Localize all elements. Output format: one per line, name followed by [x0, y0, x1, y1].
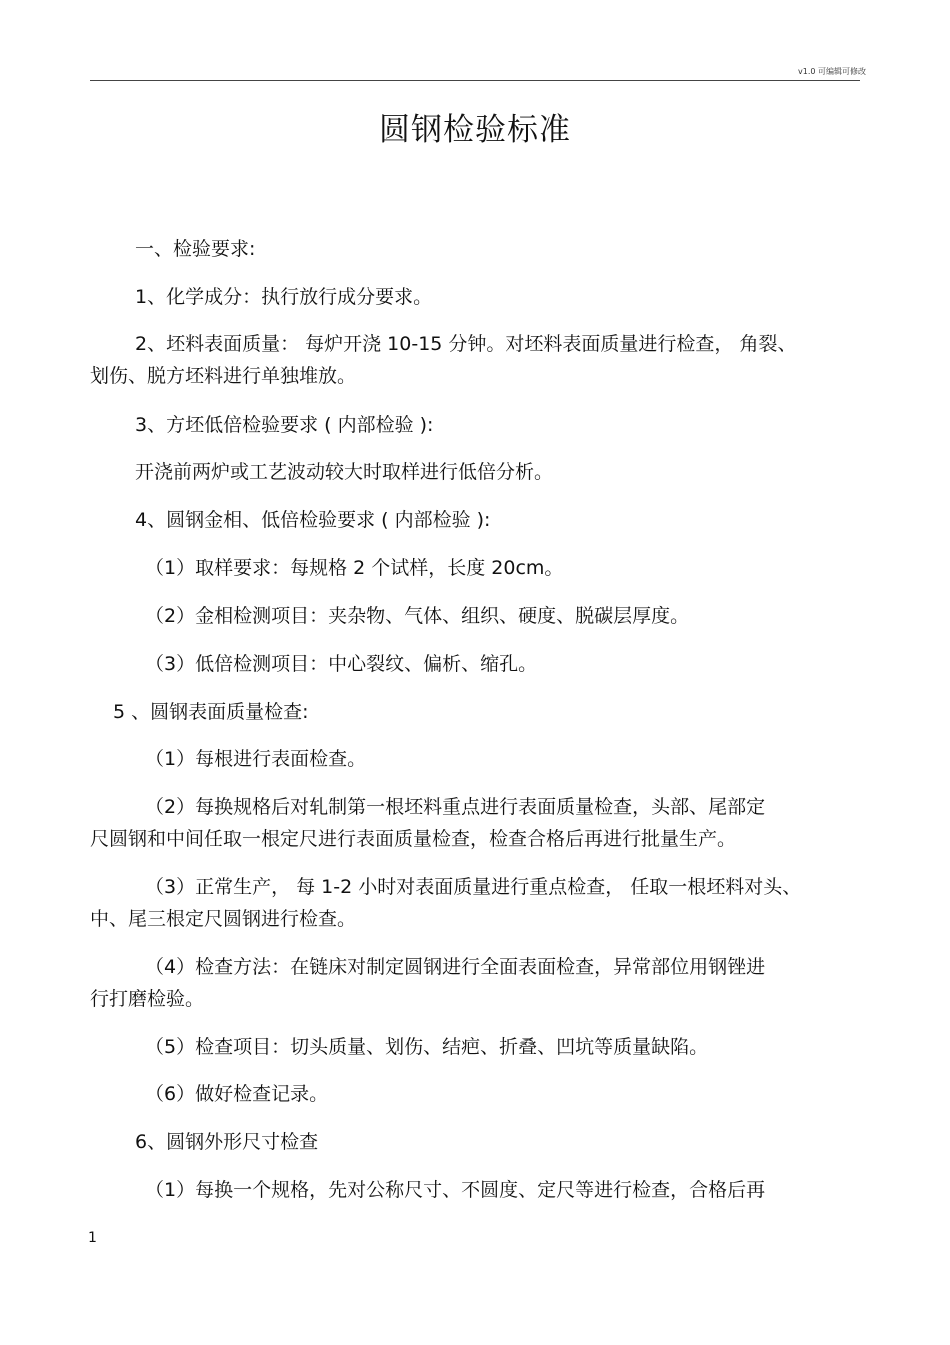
- list-item: （2）金相检测项目：夹杂物、气体、组织、硬度、脱碳层厚度。: [145, 605, 690, 627]
- page-number: 1: [88, 1230, 97, 1246]
- paragraph-line: 尺圆钢和中间任取一根定尺进行表面质量检查，检查合格后再进行批量生产。: [90, 828, 737, 850]
- header-version-note: v1.0 可编辑可修改: [798, 67, 866, 76]
- section-heading: 一、检验要求:: [135, 238, 256, 260]
- paragraph-line: 6、圆钢外形尺寸检查: [135, 1131, 319, 1153]
- paragraph-line: 1、化学成分：执行放行成分要求。: [135, 286, 433, 308]
- paragraph-line: 开浇前两炉或工艺波动较大时取样进行低倍分析。: [135, 461, 554, 483]
- header-divider: [90, 80, 860, 81]
- list-item: （6）做好检查记录。: [145, 1083, 329, 1105]
- list-item: （3）低倍检测项目：中心裂纹、偏析、缩孔。: [145, 653, 538, 675]
- list-item: （1）每根进行表面检查。: [145, 748, 367, 770]
- document-title: 圆钢检验标准: [379, 112, 571, 148]
- paragraph-line: 划伤、脱方坯料进行单独堆放。: [90, 365, 357, 387]
- list-item: （5）检查项目：切头质量、划伤、结疤、折叠、凹坑等质量缺陷。: [145, 1036, 709, 1058]
- paragraph-line: 3、方坯低倍检验要求 ( 内部检验 ):: [135, 414, 434, 436]
- paragraph-line: 行打磨检验。: [90, 988, 205, 1010]
- list-item: （1）每换一个规格，先对公称尺寸、不圆度、定尺等进行检查，合格后再: [145, 1179, 766, 1201]
- paragraph-line: 4、圆钢金相、低倍检验要求 ( 内部检验 ):: [135, 509, 491, 531]
- paragraph-line: 2、坯料表面质量： 每炉开浇 10-15 分钟。对坯料表面质量进行检查， 角裂、: [135, 333, 797, 355]
- paragraph-line: 中、尾三根定尺圆钢进行检查。: [90, 908, 357, 930]
- list-item: （1）取样要求：每规格 2 个试样，长度 20cm。: [145, 557, 564, 579]
- list-item: （3）正常生产， 每 1-2 小时对表面质量进行重点检查， 任取一根坯料对头、: [145, 876, 802, 898]
- paragraph-line: 5 、圆钢表面质量检查:: [113, 701, 309, 723]
- list-item: （4）检查方法：在链床对制定圆钢进行全面表面检查，异常部位用钢锉进: [145, 956, 766, 978]
- list-item: （2）每换规格后对轧制第一根坯料重点进行表面质量检查，头部、尾部定: [145, 796, 766, 818]
